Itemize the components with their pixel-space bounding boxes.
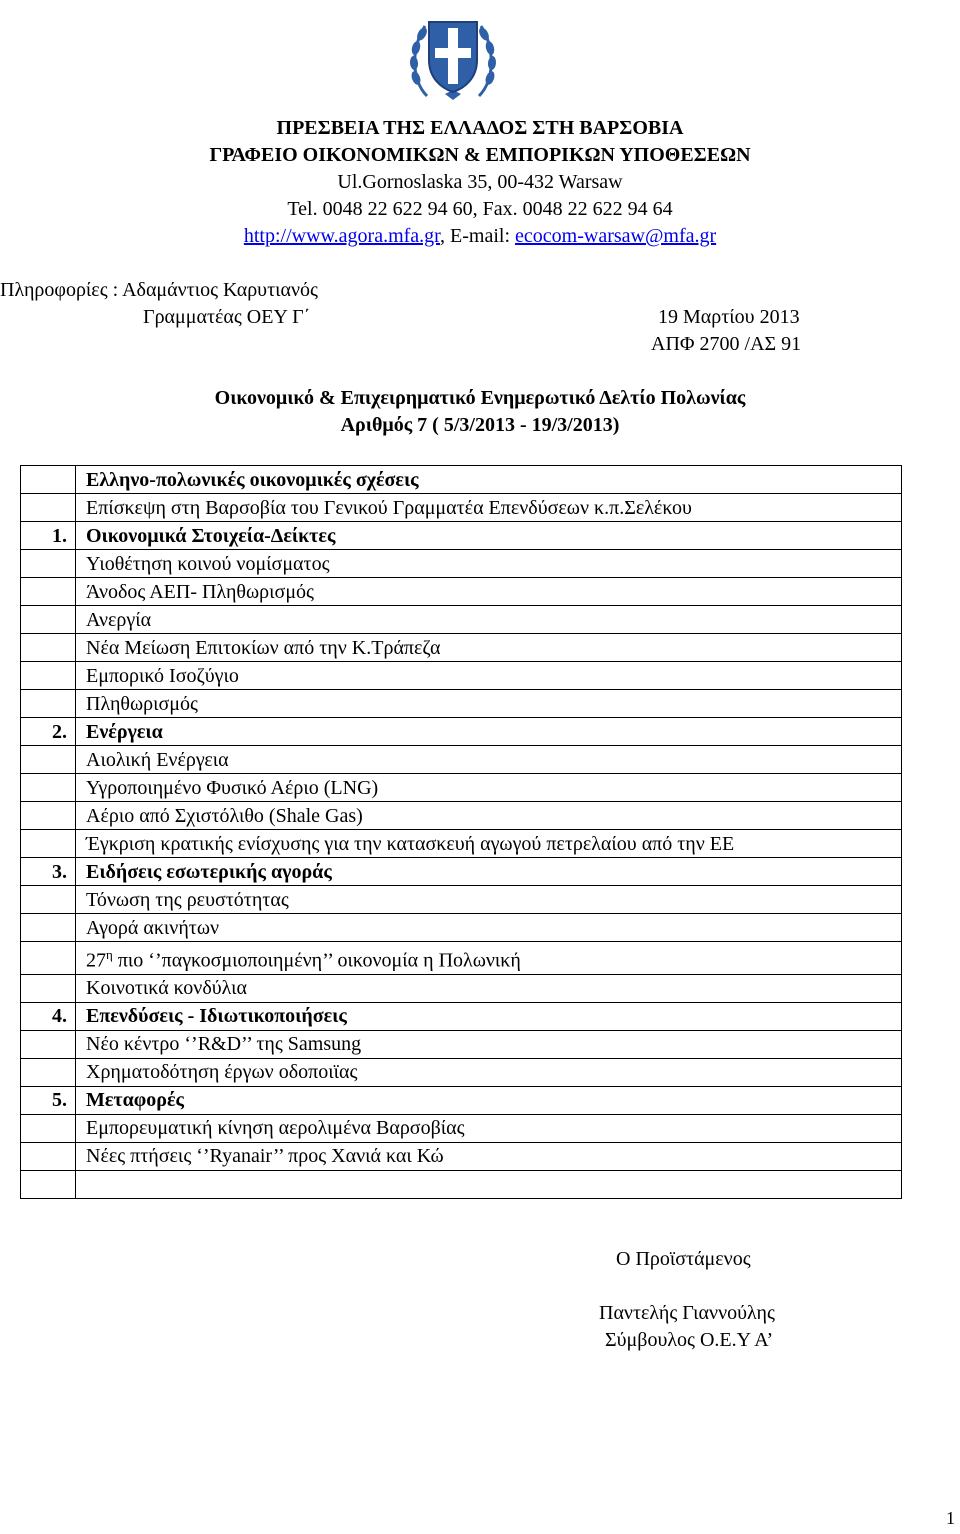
contents-row	[21, 522, 902, 550]
section-item: $27^\eta$ πιο ‘’παγκοσμιοποιημένη’’ οικονομία η Πολωνική	[76, 942, 902, 975]
contents-row	[21, 774, 902, 802]
position: Γραμματέας ΟΕΥ Γ΄	[143, 306, 311, 328]
section-number	[21, 494, 76, 522]
section-number	[21, 1114, 76, 1142]
section-number	[21, 1142, 76, 1170]
section-number	[21, 662, 76, 690]
contents-row	[21, 494, 902, 522]
section-number	[21, 974, 76, 1002]
section-heading: Οικονομικά Στοιχεία-Δείκτες	[76, 522, 902, 550]
phone-fax: Tel. 0048 22 622 94 60, Fax. 0048 22 622 94 64	[287, 198, 673, 220]
section-item: Υιοθέτηση κοινού νομίσματος	[76, 550, 902, 578]
signature-role: Ο Προϊστάμενος	[616, 1248, 751, 1270]
bulletin-title: Οικονομικό & Επιχειρηματικό Ενημερωτικό Δελτίο Πολωνίας	[214, 387, 746, 409]
signature-title: Σύμβουλος Ο.Ε.Υ Α’	[605, 1329, 774, 1351]
section-number	[21, 774, 76, 802]
section-item: Υγροποιημένο Φυσικό Αέριο (LNG)	[76, 774, 902, 802]
section-item	[76, 1170, 902, 1198]
contents-row	[21, 690, 902, 718]
contents-row	[21, 550, 902, 578]
section-number	[21, 1030, 76, 1058]
email-link[interactable]: ecocom-warsaw@mfa.gr	[515, 225, 717, 247]
contents-row	[21, 634, 902, 662]
section-number: 2.	[21, 718, 76, 746]
greek-coat-of-arms-icon	[407, 8, 499, 104]
contents-row	[21, 662, 902, 690]
page-number: 1	[946, 1508, 955, 1528]
website-link[interactable]: http://www.agora.mfa.gr	[243, 225, 441, 247]
contents-row	[21, 914, 902, 942]
contents-row	[21, 830, 902, 858]
document-date: 19 Μαρτίου 2013	[658, 306, 800, 328]
contents-row	[21, 578, 902, 606]
section-item: Αγορά ακινήτων	[76, 914, 902, 942]
section-number	[21, 802, 76, 830]
section-number	[21, 830, 76, 858]
contents-row	[21, 974, 902, 1002]
office-name: ΓΡΑΦΕΙΟ ΟΙΚΟΝΟΜΙΚΩΝ & ΕΜΠΟΡΙΚΩΝ ΥΠΟΘΕΣΕΩΝ	[209, 144, 751, 166]
section-number: 5.	[21, 1086, 76, 1114]
section-item: Ανεργία	[76, 606, 902, 634]
section-number	[21, 942, 76, 975]
section-item: Νέες πτήσεις ‘’Ryanair’’ προς Χανιά και Κώ	[76, 1142, 902, 1170]
section-item: Χρηματοδότηση έργων οδοποιϊας	[76, 1058, 902, 1086]
section-number	[21, 634, 76, 662]
contents-row	[21, 718, 902, 746]
contents-row	[21, 466, 902, 494]
section-number	[21, 466, 76, 494]
section-item: Επίσκεψη στη Βαρσοβία του Γενικού Γραμματέα Επενδύσεων κ.π.Σελέκου	[76, 494, 902, 522]
contents-row	[21, 1114, 902, 1142]
contents-row	[21, 1058, 902, 1086]
section-number	[21, 606, 76, 634]
section-item: Τόνωση της ρευστότητας	[76, 886, 902, 914]
section-heading: Ελληνο-πολωνικές οικονομικές σχέσεις	[76, 466, 902, 494]
section-number	[21, 746, 76, 774]
section-number: 3.	[21, 858, 76, 886]
section-number	[21, 690, 76, 718]
contents-row	[21, 886, 902, 914]
section-item: Κοινοτικά κονδύλια	[76, 974, 902, 1002]
contact-person: Πληροφορίες : Αδαμάντιος Καρυτιανός	[0, 279, 318, 301]
section-number	[21, 1058, 76, 1086]
section-item: Νέα Μείωση Επιτοκίων από την Κ.Τράπεζα	[76, 634, 902, 662]
protocol-number: ΑΠΦ 2700 /ΑΣ 91	[651, 333, 802, 355]
contents-row	[21, 942, 902, 975]
contents-table	[20, 465, 902, 1199]
section-number	[21, 886, 76, 914]
contact-links	[0, 223, 960, 250]
contents-row	[21, 1142, 902, 1170]
bulletin-number: Αριθμός 7 ( 5/3/2013 - 19/3/2013)	[340, 414, 620, 436]
section-item: Εμπορευματική κίνηση αερολιμένα Βαρσοβίας	[76, 1114, 902, 1142]
section-number	[21, 578, 76, 606]
contents-row	[21, 1030, 902, 1058]
contents-row	[21, 746, 902, 774]
section-number	[21, 914, 76, 942]
section-number: 4.	[21, 1002, 76, 1030]
contents-row	[21, 606, 902, 634]
section-number	[21, 550, 76, 578]
section-item: Αέριο από Σχιστόλιθο (Shale Gas)	[76, 802, 902, 830]
section-item: Εμπορικό Ισοζύγιο	[76, 662, 902, 690]
section-item: Αιολική Ενέργεια	[76, 746, 902, 774]
section-heading: Ενέργεια	[76, 718, 902, 746]
section-item: Νέο κέντρο ‘’R&D’’ της Samsung	[76, 1030, 902, 1058]
contents-row	[21, 1002, 902, 1030]
address: Ul.Gornoslaska 35, 00-432 Warsaw	[337, 171, 623, 193]
section-item: Έγκριση κρατικής ενίσχυσης για την κατασκευή αγωγού πετρελαίου από την ΕΕ	[76, 830, 902, 858]
section-number: 1.	[21, 522, 76, 550]
signature-name: Παντελής Γιαννούλης	[599, 1302, 775, 1324]
email-prefix: , E-mail:	[440, 225, 516, 247]
section-heading: Επενδύσεις - Ιδιωτικοποιήσεις	[76, 1002, 902, 1030]
section-heading: Μεταφορές	[76, 1086, 902, 1114]
contents-row	[21, 1170, 902, 1198]
contents-row	[21, 858, 902, 886]
section-heading: Ειδήσεις εσωτερικής αγοράς	[76, 858, 902, 886]
section-number	[21, 1170, 76, 1198]
contents-row	[21, 1086, 902, 1114]
section-item: Άνοδος ΑΕΠ- Πληθωρισμός	[76, 578, 902, 606]
section-item: Πληθωρισμός	[76, 690, 902, 718]
contents-row	[21, 802, 902, 830]
embassy-name: ΠΡΕΣΒΕΙΑ ΤΗΣ ΕΛΛΑΔΟΣ ΣΤΗ ΒΑΡΣΟΒΙΑ	[276, 117, 684, 139]
